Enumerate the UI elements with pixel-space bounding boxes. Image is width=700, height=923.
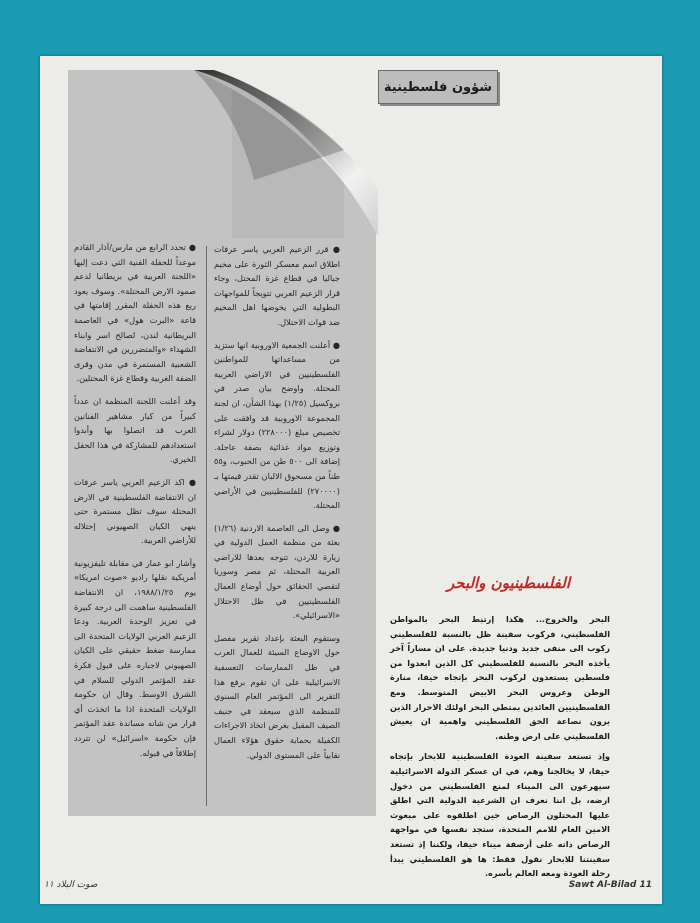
page-curl-graphic <box>194 70 378 236</box>
news-paragraph: ● تحدد الرابع من مارس/آذار القادم موعداً للحفلة الفنية التي دعت إليها «اللجنة العربية في بريطانيا لدعم صمود الارض المحتلة». وسوف يعود ريع هذه الحفلة المقرر إقامتها في قاعة «البرت هول» في العاصمة البريطانية لندن، لصالح اسر وابناء الشهداء «والمتضررين في الانتفاضة الشعبية المستمرة في مدن وقرى الضفة الغربية وقطاع غزة المحتلين. <box>74 242 196 384</box>
sidebar-column-1 <box>74 240 196 768</box>
sidebar-column-2 <box>214 242 340 770</box>
article-paragraph: وإذ تستعد سفينة العودة الفلسطينية للابحار بإتجاه حيفا، لا يخالجنا وهم، في ان عسكر الدولة الاسرائيلية سيهرعون الى الميناء لمنع الفلسطيني من دخول ارضه، بل اننا نعرف ان الشرعية الدولية التي اطلق عليها المحتلون الرصاص حين اطلقوه على مبعوث الامين العام للامم المتحدة، ستجد نفسها في مواجهة الرصاص ذاته على أرصفة ميناء حيفا، ولكننا إذ تستعد سفينتنا للابحار نقول فقط: ها هو الفلسطيني يبدأ رحلة العودة ومعه العالم بأسره. <box>390 751 610 879</box>
news-paragraph: ● اكد الزعيم العربي ياسر عرفات ان الانتفاضة الفلسطينية في الارض المحتلة سوف تظل مستمرة حتى ينهي الكيان الصهيوني إحتلاله للأراضي العربية. <box>74 476 196 546</box>
news-paragraph: وأشار ابو عمار في مقابلة تليفزيونية أمريكية نقلها راديو «صوت امريكا» يوم ١٩٨٨/١/٢٥، ان الانتفاضة الفلسطينية ساهمت الى درجة كبيرة في تعزيز الوحدة العربية. ودعا الزعيم العربي الولايات المتحدة الى ممارسة ضغط حقيقي على الكيان الصهيوني لاجباره على قبول فكرة عقد المؤتمر الدولي للسلام في الشرق الاوسط. وقال ان حكومة الولايات المتحدة اذا ما اتخذت أي قرار من شانه مساندة عقد المؤتمر فإن حكومة «اسرائيل» لن تتردد إطلاقاً في قبوله. <box>74 557 196 758</box>
news-paragraph: ● وصل الى العاصمة الاردنية (١/٢٦) بعثة من منظمة العمل الدولية في زيارة للاردن، تتوجه بعدها للاراضي العربية المحتلة، ثم مصر وسوريا لتقصي الحقائق حول أوضاع العمال الفلسطينيين في ظل الاحتلال «الاسرائيلي». <box>214 522 340 621</box>
footer-page-number-latin: Sawt Al-Bilad 11 <box>568 880 652 890</box>
footer-page-number-arabic: صوت البلاد ١١ <box>44 880 98 890</box>
news-paragraph: ● قرر الزعيم العربي ياسر عرفات اطلاق اسم معسكر الثورة على مخيم جباليا في قطاع غزة المحتل، وجاء قرار الزعيم العربي تتويجاً للمواجهات البطولية التي يخوضها اهل المخيم ضد قوات الاحتلال. <box>214 244 340 327</box>
article-body <box>390 612 610 887</box>
news-paragraph: وقد أعلنت اللجنة المنظمة ان عدداً كبيراً من كبار مشاهير الفنانين العرب قد اتصلوا بها وأبدوا استعدادهم للمشاركة في هذا الحفل الخيري. <box>74 395 196 465</box>
article-paragraph: البحر والخروج... هكذا إرتبط البحر بالمواطن الفلسطيني، فركوب سفينة ظل بالنسبة للفلسطيني ركوب الى منفى جديد ودنيا جديدة. على ان مساراً آخر يأخذه البحر بالنسبة للفلسطيني كل الذين ابعدوا من فلسطين يستعدون لركوب البحر بإتجاه حيفا، منارة الوطن وعروس البحر الابيض المتوسط. ومع الفلسطينيين العائدين بمتطي البحر اولئك الاحرار الذين يرون نصاعة الحق الفلسطيني واهمية ان يعيش الفلسطيني على ارض وطنه. <box>390 614 610 741</box>
section-header: شؤون فلسطينية <box>383 79 493 95</box>
article-title: الفلسطينيون والبحر <box>446 574 570 592</box>
section-header-box <box>378 70 498 104</box>
column-divider <box>206 246 207 806</box>
news-paragraph: وستقوم البعثة بإعداد تقرير مفصل حول الاوضاع السيئة للعمال العرب في ظل الممارسات التعسفية الاسرائيلية على ان تقوم برفع هذا التقرير الى المؤتمر العام السنوي للمنظمة الذي سيعقد في جنيف الصيف المقبل بغرض اتخاذ الاجراءات الكفيلة بحماية حقوق هؤلاء العمال نقابياً على المستوى الدولي. <box>214 632 340 760</box>
news-paragraph: ● أعلنت الجمعية الاوروبية انها ستزيد من مساعداتها للمواطنين الفلسطينيين في الاراضي العربية المحتلة. واوضح بيان صدر في بروكسيل (١/٢٥) بهذا الشأن، ان لجنة المجموعة الاوروبية قد وافقت على تخصيص مبلغ (٢٢٨٠٠٠) دولار لشراء وتوزيع مواد غذائية بصفة عاجلة. إضافة الى ٥٠٠ طن من الحبوب، و٥٥ طناً من مسحوق الالبان تقدر قيمتها بـ (٢٧٠٠٠٠) للفلسطينيين في الأراضي المحتلة. <box>214 339 340 511</box>
